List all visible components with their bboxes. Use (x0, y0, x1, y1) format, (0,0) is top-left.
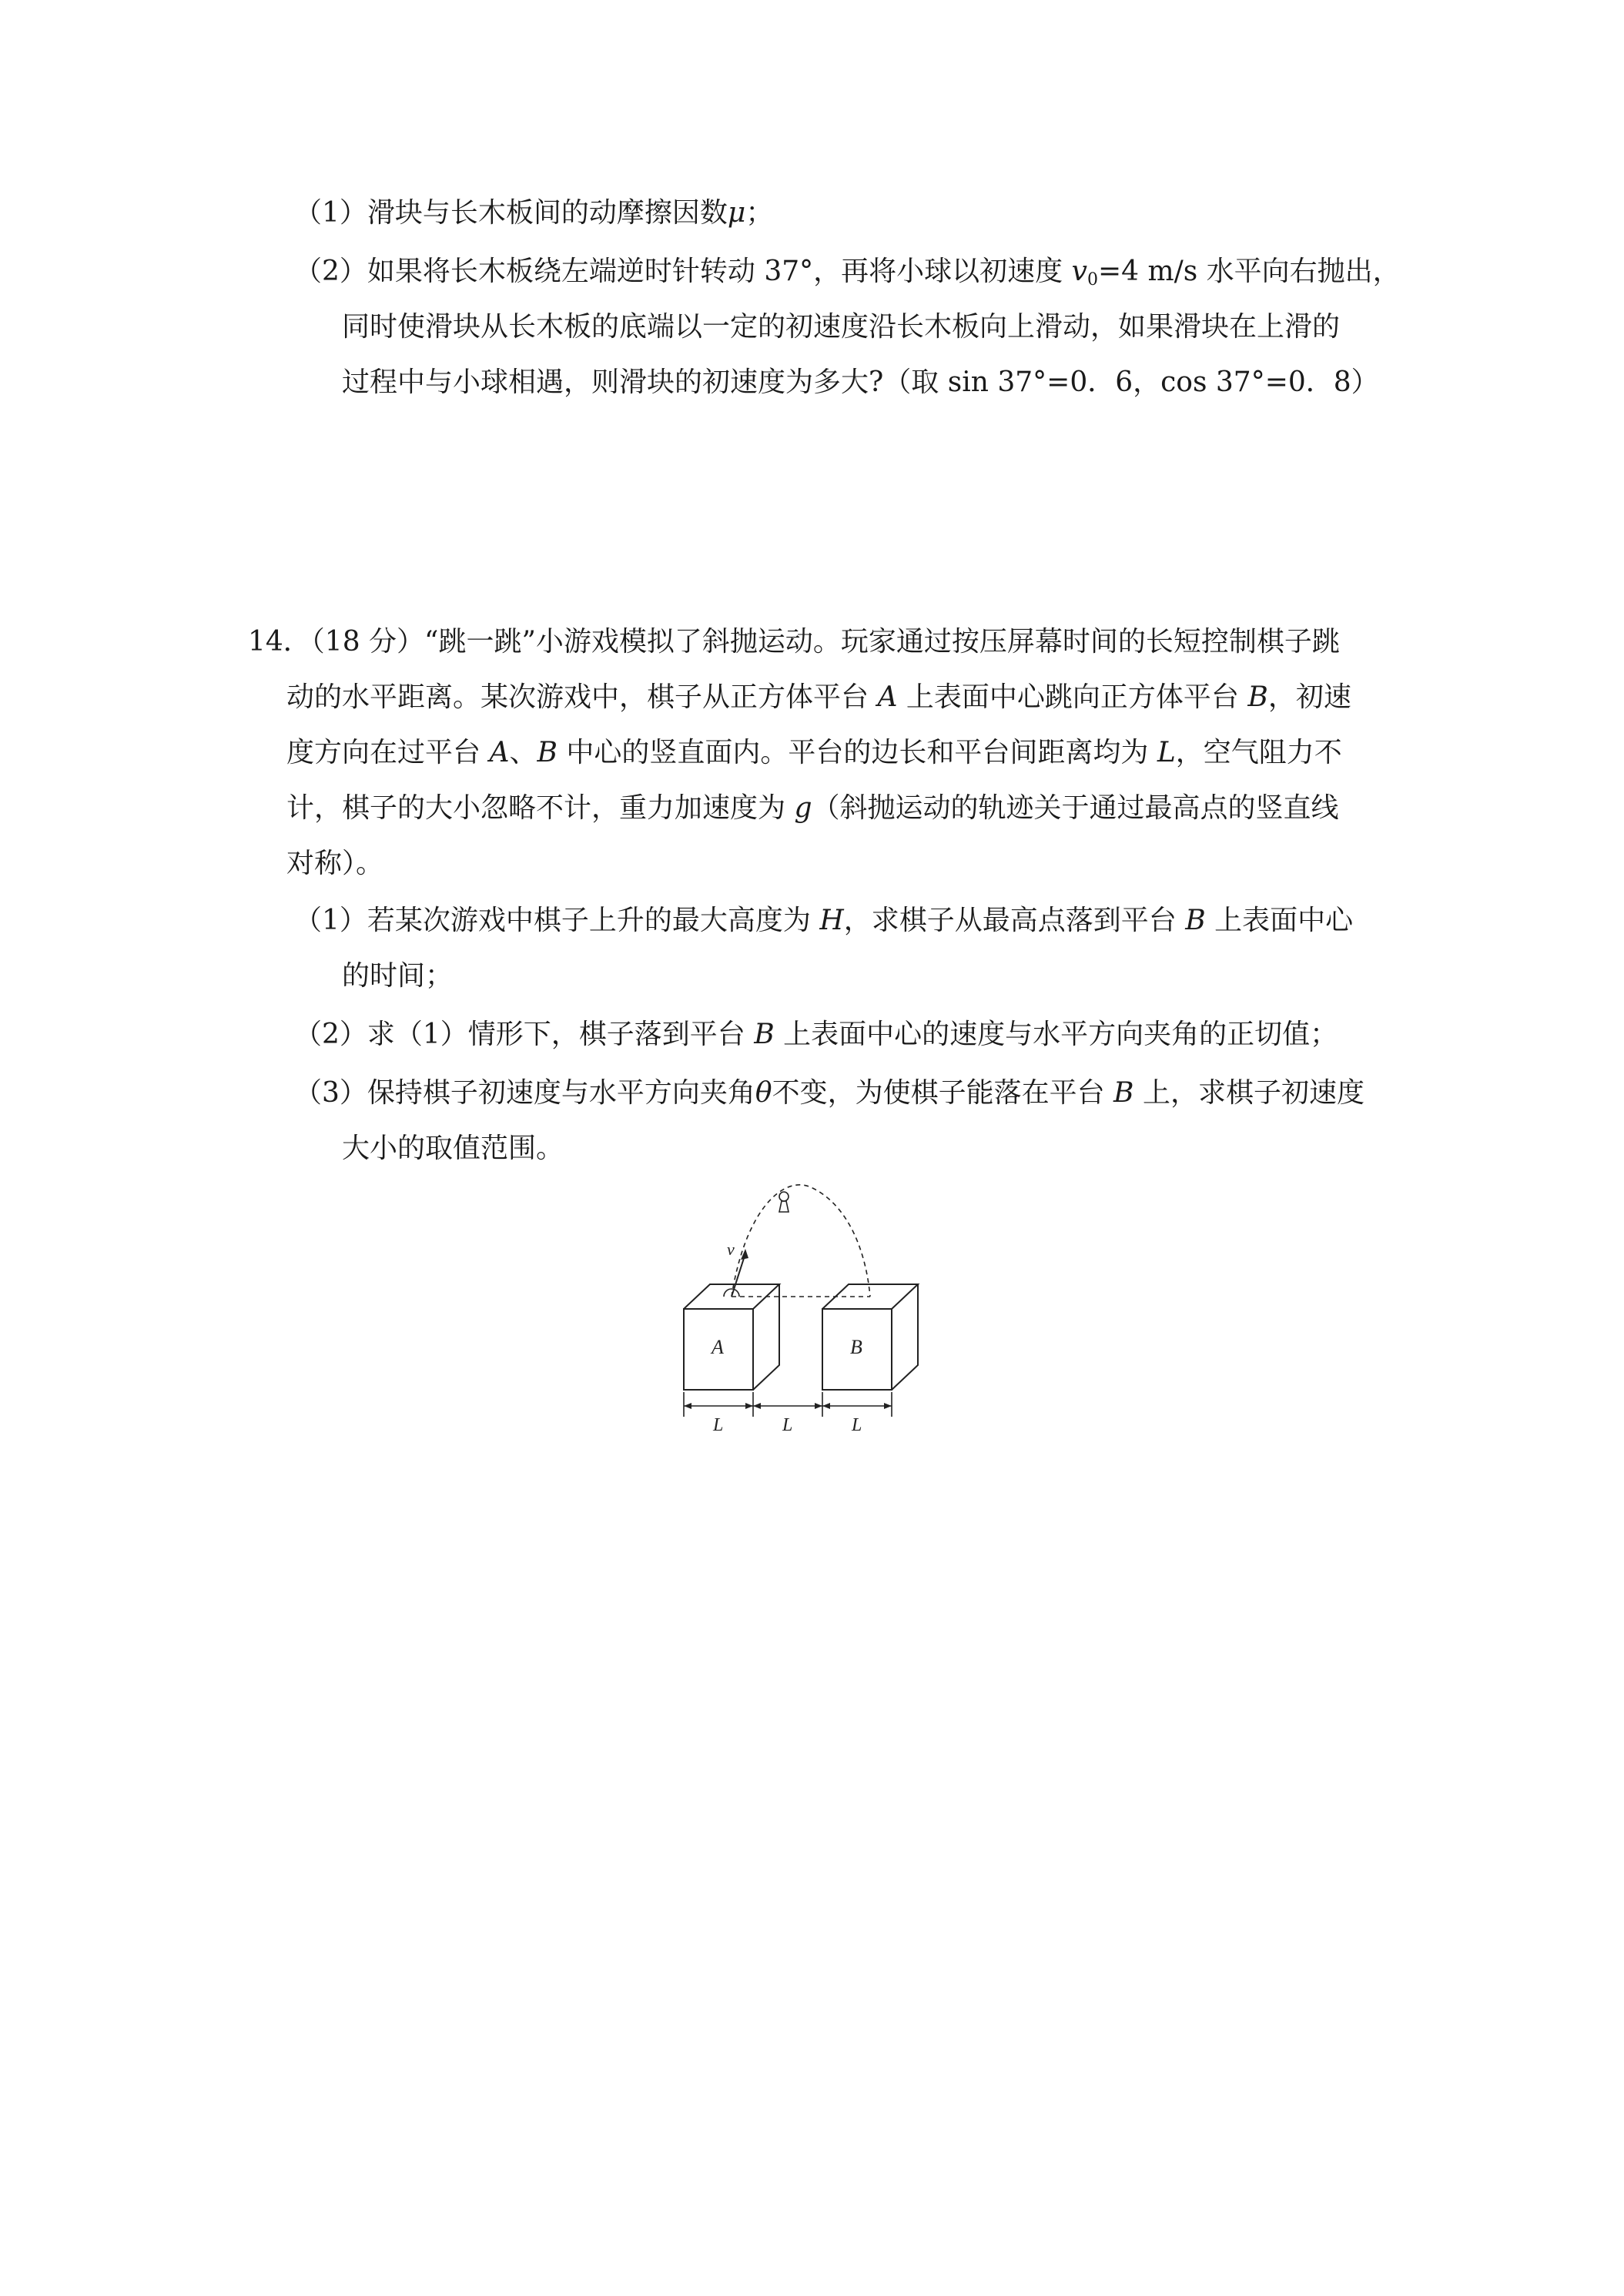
q14-intro-line3-d: ，空气阻力不 (1175, 737, 1342, 768)
velocity-arrow-head (741, 1249, 748, 1260)
q14-intro-line2-a: 动的水平距离。某次游戏中，棋子从正方体平台 (286, 681, 878, 713)
q14-part1-b: ，求棋子从最高点落到平台 (843, 905, 1186, 936)
q13-part2-line3: 过程中与小球相遇，则滑块的初速度为多大?（取 sin 37°=0．6，cos 37°=0．8） (342, 366, 1379, 398)
q13-part1 (294, 195, 773, 232)
platform-b-symbol: B (1185, 905, 1206, 936)
label-l-2: L (782, 1415, 793, 1435)
game-piece-icon (779, 1192, 789, 1212)
q14-intro-line1: 14．（18 分）“跳一跳”小游戏模拟了斜抛运动。玩家通过按压屏幕时间的长短控制棋子跳 (248, 626, 1340, 658)
v0-subscript: 0 (1087, 270, 1098, 290)
platform-a-symbol: A (877, 681, 898, 713)
q13-part1-suffix: ； (745, 197, 774, 229)
velocity-arrow-shaft (732, 1253, 745, 1297)
cube-b-side-face (892, 1284, 918, 1390)
q14-intro-line4-a: 计，棋子的大小忽略不计，重力加速度为 (286, 792, 795, 824)
q13-part2-text-b: =4 m/s 水平向右抛出， (1097, 256, 1401, 287)
label-l-3: L (852, 1415, 862, 1435)
dimension-lines (684, 1392, 892, 1417)
q14-part3-line2: 大小的取值范围。 (342, 1133, 564, 1164)
q14-intro-line3-a: 度方向在过平台 (286, 737, 490, 768)
label-l-1: L (713, 1415, 724, 1435)
label-a: A (712, 1336, 724, 1358)
platform-a-symbol: A (489, 737, 510, 768)
q14-part3-c: 上，求棋子初速度 (1133, 1077, 1364, 1109)
q14-part1-line1 (294, 902, 1353, 939)
q14-part1-line2: 的时间； (342, 960, 454, 992)
platform-b-symbol: B (537, 737, 558, 768)
label-b: B (850, 1336, 862, 1358)
v0-symbol: v (1071, 256, 1087, 287)
q13-part2-text-a: （2）如果将长木板绕左端逆时针转动 37°，再将小球以初速度 (294, 256, 1072, 287)
q14-intro-line2 (286, 679, 1351, 716)
q14-intro-line3-b: 、 (509, 737, 537, 768)
cube-b (822, 1284, 918, 1390)
cube-a-side-face (753, 1284, 779, 1390)
trajectory-curve (732, 1185, 870, 1297)
cube-a (684, 1284, 779, 1390)
q14-part2-line1 (294, 1016, 1338, 1053)
label-v: v (727, 1240, 735, 1259)
mu-symbol: μ (727, 197, 746, 229)
q14-part2-a: （2）求（1）情形下，棋子落到平台 (294, 1019, 755, 1050)
length-symbol: L (1157, 737, 1176, 768)
q14-part3-b: 不变，为使棋子能落在平台 (772, 1077, 1114, 1109)
height-symbol: H (819, 905, 844, 936)
q14-intro-line4-b: （斜抛运动的轨迹关于通过最高点的竖直线 (812, 792, 1339, 824)
q14-intro-line5: 对称）。 (286, 848, 384, 879)
platform-b-symbol: B (1113, 1077, 1134, 1109)
q14-part1-a: （1）若某次游戏中棋子上升的最大高度为 (294, 905, 820, 936)
q14-intro-line2-c: ，初速 (1267, 681, 1351, 713)
q14-intro-line4 (286, 790, 1339, 827)
theta-symbol: θ (755, 1077, 772, 1109)
q14-intro-line2-b: 上表面中心跳向正方体平台 (897, 681, 1248, 713)
platform-b-symbol: B (754, 1019, 775, 1050)
platform-b-symbol: B (1247, 681, 1268, 713)
q14-part3-line1 (294, 1075, 1364, 1112)
q14-part3-a: （3）保持棋子初速度与水平方向夹角 (294, 1077, 755, 1109)
q14-part1-c: 上表面中心 (1205, 905, 1354, 936)
jump-diagram (676, 1178, 953, 1448)
q14-intro-line3 (286, 735, 1342, 771)
q14-part2-b: 上表面中心的速度与水平方向夹角的正切值； (774, 1019, 1338, 1050)
q14-intro-line3-c: 中心的竖直面内。平台的边长和平台间距离均为 (557, 737, 1157, 768)
q13-part1-text: （1）滑块与长木板间的动摩擦因数 (294, 197, 728, 229)
q13-part2-line1 (294, 253, 1401, 299)
q13-part2-line2: 同时使滑块从长木板的底端以一定的初速度沿长木板向上滑动，如果滑块在上滑的 (342, 311, 1341, 343)
gravity-symbol: g (794, 792, 812, 824)
